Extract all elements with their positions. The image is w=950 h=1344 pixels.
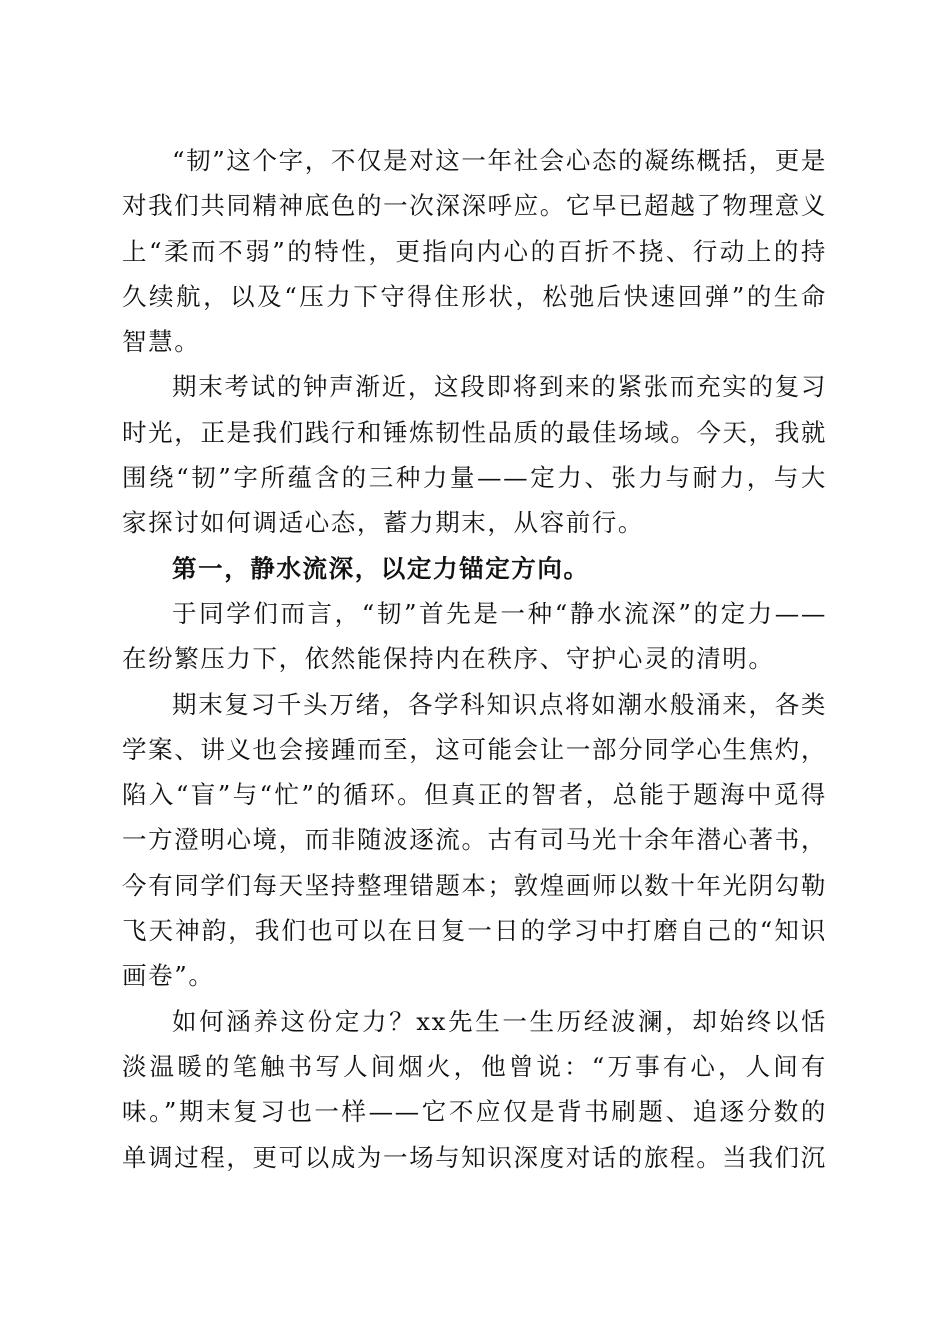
paragraph-cultivation: 如何涵养这份定力？xx先生一生历经波澜，却始终以恬淡温暖的笔触书写人间烟火，他曾说：“万事有心，人间有味。”期末复习也一样——它不应仅是背书刷题、追逐分数的单调过程，更可以成为一场与知识深度对话的旅程。当我们沉	[122, 1006, 827, 1172]
section-heading-first: 第一，静水流深，以定力锚定方向。	[172, 553, 590, 583]
paragraph-intro: “韧”这个字，不仅是对这一年社会心态的凝练概括，更是对我们共同精神底色的一次深深呼应。它早已超越了物理意义上“柔而不弱”的特性，更指向内心的百折不挠、行动上的持久续航，以及“压力下守得住形状，松弛后快速回弹”的生命智慧。	[122, 146, 827, 357]
document-body	[122, 138, 827, 1180]
paragraph-definition: 于同学们而言，“韧”首先是一种“静水流深”的定力——在纷繁压力下，依然能保持内在秩序、守护心灵的清明。	[122, 598, 827, 674]
paragraph-exam-context: 期末考试的钟声渐近，这段即将到来的紧张而充实的复习时光，正是我们践行和锤炼韧性品质的最佳场域。今天，我就围绕“韧”字所蕴含的三种力量——定力、张力与耐力，与大家探讨如何调适心态，蓄力期末，从容前行。	[122, 372, 827, 538]
paragraph-review: 期末复习千头万绪，各学科知识点将如潮水般涌来，各类学案、讲义也会接踵而至，这可能会让一部分同学心生焦灼，陷入“盲”与“忙”的循环。但真正的智者，总能于题海中觅得一方澄明心境，而非随波逐流。古有司马光十余年潜心著书，今有同学们每天坚持整理错题本；敦煌画师以数十年光阴勾勒飞天神韵，我们也可以在日复一日的学习中打磨自己的“知识画卷”。	[122, 689, 827, 991]
